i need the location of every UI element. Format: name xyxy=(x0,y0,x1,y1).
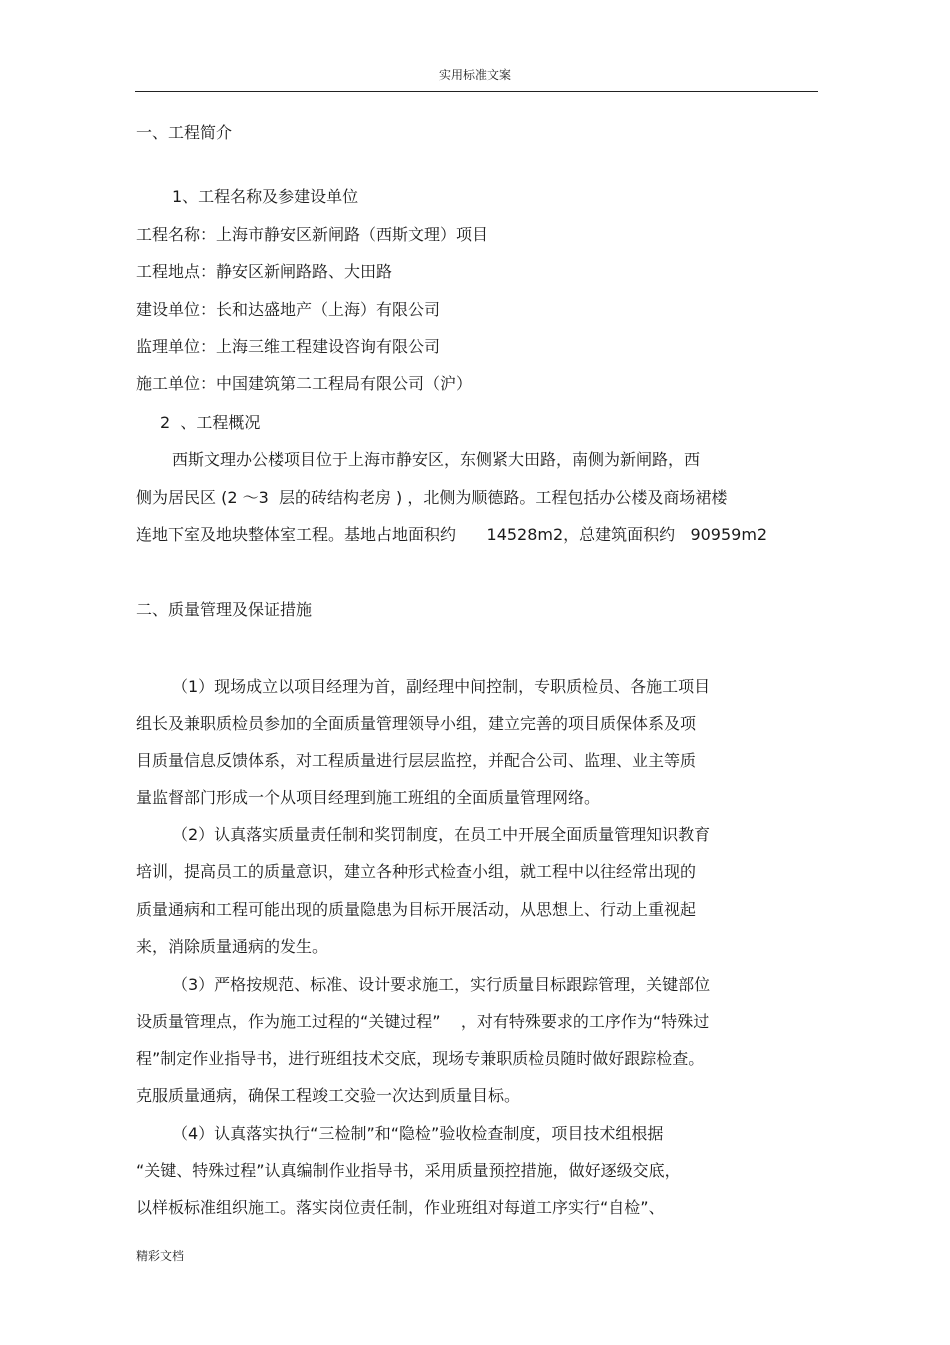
paragraph-line: 来，消除质量通病的发生。 xyxy=(136,937,329,956)
section-heading-quality: 二、质量管理及保证措施 xyxy=(136,600,313,619)
info-line-project-name: 工程名称：上海市静安区新闸路（西斯文理）项目 xyxy=(136,225,489,244)
subsection-title-project-name: 1、工程名称及参建设单位 xyxy=(172,187,359,206)
paragraph-line: 培训，提高员工的质量意识，建立各种形式检查小组，就工程中以往经常出现的 xyxy=(136,862,697,881)
paragraph-line: 设质量管理点，作为施工过程的“关键过程” ，对有特殊要求的工序作为“特殊过 xyxy=(136,1012,710,1031)
info-line-contractor: 施工单位：中国建筑第二工程局有限公司（沪） xyxy=(136,374,473,393)
paragraph-line: （2）认真落实质量责任制和奖罚制度，在员工中开展全面质量管理知识教育 xyxy=(172,825,711,844)
overview-line: 侧为居民区 (2 ～3 层的砖结构老房 ) ，北侧为顺德路。工程包括办公楼及商场裙楼 xyxy=(136,488,728,507)
info-line-project-location: 工程地点：静安区新闸路路、大田路 xyxy=(136,262,393,281)
paragraph-line: 以样板标准组织施工。落实岗位责任制，作业班组对每道工序实行“自检”、 xyxy=(136,1198,665,1217)
paragraph-line: （4）认真落实执行“三检制”和“隐检”验收检查制度，项目技术组根据 xyxy=(172,1124,664,1143)
paragraph-line: 目质量信息反馈体系，对工程质量进行层层监控，并配合公司、监理、业主等质 xyxy=(136,751,697,770)
paragraph-line: 量监督部门形成一个从项目经理到施工班组的全面质量管理网络。 xyxy=(136,788,601,807)
paragraph-line: 质量通病和工程可能出现的质量隐患为目标开展活动，从思想上、行动上重视起 xyxy=(136,900,697,919)
paragraph-line: 程”制定作业指导书，进行班组技术交底，现场专兼职质检员随时做好跟踪检查。 xyxy=(136,1049,705,1068)
header-divider xyxy=(135,91,818,92)
paragraph-line: （1）现场成立以项目经理为首，副经理中间控制，专职质检员、各施工项目 xyxy=(172,677,711,696)
paragraph-line: （3）严格按规范、标准、设计要求施工，实行质量目标跟踪管理，关键部位 xyxy=(172,975,711,994)
paragraph-line: 克服质量通病，确保工程竣工交验一次达到质量目标。 xyxy=(136,1086,521,1105)
info-line-supervisor: 监理单位：上海三维工程建设咨询有限公司 xyxy=(136,337,441,356)
page-header: 实用标准文案 xyxy=(438,68,511,82)
overview-line: 西斯文理办公楼项目位于上海市静安区，东侧紧大田路，南侧为新闸路，西 xyxy=(172,450,701,469)
paragraph-line: 组长及兼职质检员参加的全面质量管理领导小组，建立完善的项目质保体系及项 xyxy=(136,714,697,733)
paragraph-line: “关键、特殊过程”认真编制作业指导书，采用质量预控措施，做好逐级交底， xyxy=(136,1161,681,1180)
subsection-title-project-overview: 2 、工程概况 xyxy=(160,413,261,432)
overview-line: 连地下室及地块整体室工程。基地占地面积约 14528m2，总建筑面积约 90959m2 xyxy=(136,525,768,544)
section-heading-overview: 一、工程简介 xyxy=(136,123,233,142)
info-line-developer: 建设单位：长和达盛地产（上海）有限公司 xyxy=(136,300,441,319)
page-footer: 精彩文档 xyxy=(136,1249,185,1263)
